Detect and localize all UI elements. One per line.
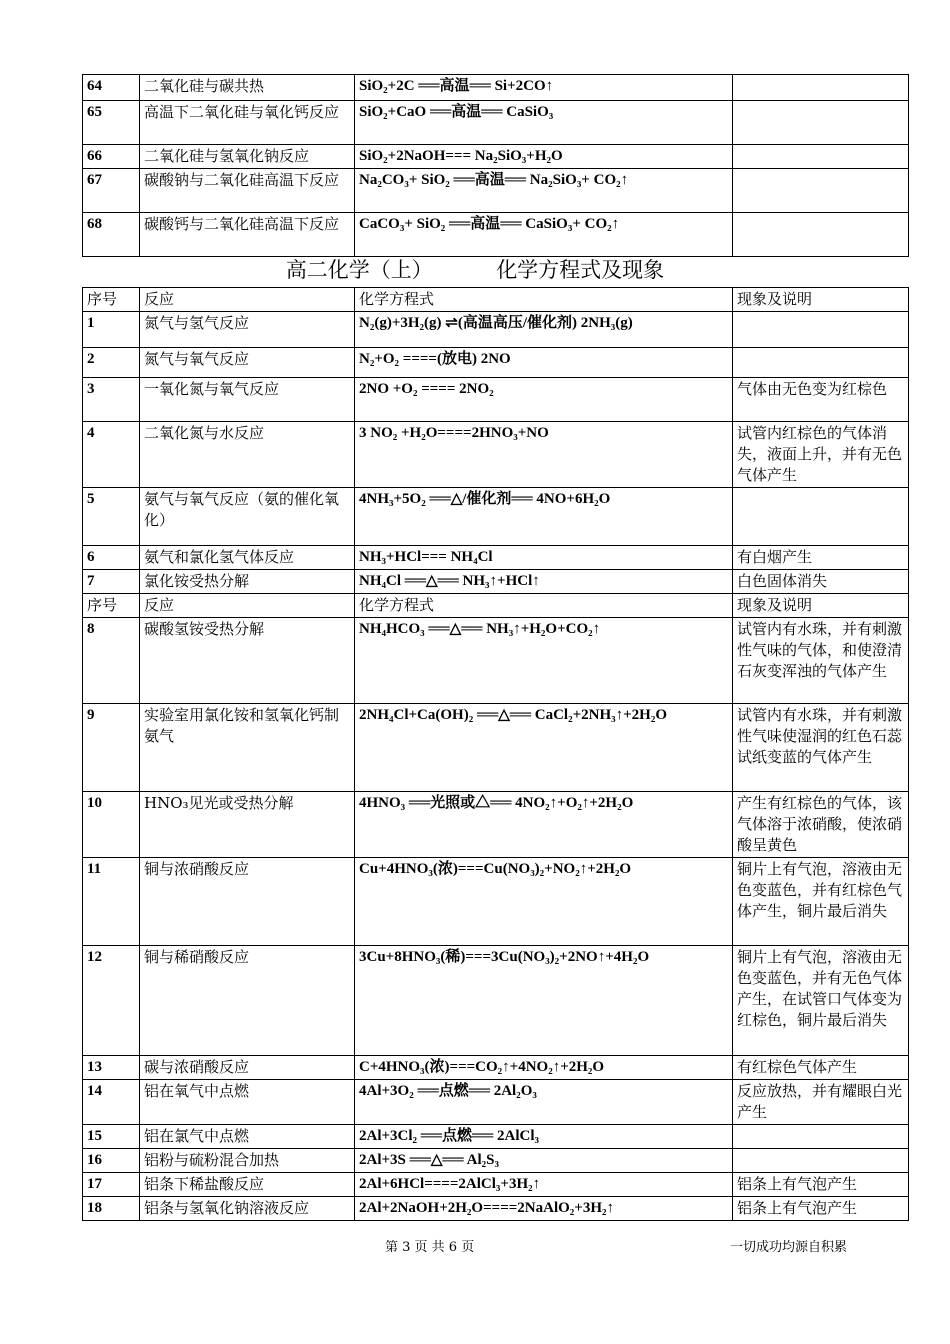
chemical-equation: NH₄HCO₃ ══△══ NH₃↑+H₂O+CO₂↑ [355,618,733,704]
chemical-equation: 3 NO₂ +H₂O====2HNO₃+NO [355,422,733,488]
table-row [83,792,909,858]
header-reaction: 反应 [140,288,355,312]
row-number: 9 [83,704,140,792]
table-row [83,704,909,792]
row-number: 14 [83,1080,140,1125]
table-row [83,378,909,422]
chemical-equation: SiO₂+2C ══高温══ Si+2CO↑ [355,75,733,101]
row-number: 67 [83,169,140,213]
reaction-name: 氮气与氢气反应 [140,312,355,348]
nitrogen-aluminum-reactions-table [82,287,909,1221]
phenomenon-description: 铜片上有气泡，溶液由无色变蓝色，并有无色气体产生，在试管口气体变为红棕色，铜片最后消失 [733,946,909,1056]
row-number: 6 [83,546,140,570]
phenomenon-description: 气体由无色变为红棕色 [733,378,909,422]
reaction-name: 碳酸钠与二氧化硅高温下反应 [140,169,355,213]
phenomenon-description [733,145,909,169]
table-row [83,1056,909,1080]
table-row [83,618,909,704]
table-row [83,348,909,378]
phenomenon-description: 铝条上有气泡产生 [733,1173,909,1197]
chemical-equation: 2NH₄Cl+Ca(OH)₂ ══△══ CaCl₂+2NH₃↑+2H₂O [355,704,733,792]
table-header-row [83,594,909,618]
phenomenon-description: 产生有红棕色的气体，该气体溶于浓硝酸，使浓硝酸呈黄色 [733,792,909,858]
row-number: 18 [83,1197,140,1221]
table-row [83,145,909,169]
phenomenon-description: 铝条上有气泡产生 [733,1197,909,1221]
reaction-name: 氨气与氧气反应（氨的催化氧化） [140,488,355,546]
chemical-equation: 4NH₃+5O₂ ══△/催化剂══ 4NO+6H₂O [355,488,733,546]
reaction-name: 高温下二氧化硅与氧化钙反应 [140,101,355,145]
table-row [83,946,909,1056]
reaction-name: 氨气和氯化氢气体反应 [140,546,355,570]
row-number: 11 [83,858,140,946]
reaction-name: 一氧化氮与氧气反应 [140,378,355,422]
chemical-equation: NH₄Cl ══△══ NH₃↑+HCl↑ [355,570,733,594]
row-number: 16 [83,1149,140,1173]
phenomenon-description: 试管内有水珠，并有刺激性气味使湿润的红色石蕊试纸变蓝的气体产生 [733,704,909,792]
row-number: 65 [83,101,140,145]
phenomenon-description [733,213,909,257]
phenomenon-description: 试管内有水珠，并有刺激性气味的气体，和使澄清石灰变浑浊的气体产生 [733,618,909,704]
table-row [83,101,909,145]
row-number: 17 [83,1173,140,1197]
phenomenon-description: 有白烟产生 [733,546,909,570]
title-right: 化学方程式及现象 [496,258,665,282]
row-number: 13 [83,1056,140,1080]
reaction-name: 碳与浓硝酸反应 [140,1056,355,1080]
chemical-equation: 2Al+3S ══△══ Al₂S₃ [355,1149,733,1173]
reaction-name: 铝条与氢氧化钠溶液反应 [140,1197,355,1221]
page-number: 第 3 页 共 6 页 [385,1240,475,1255]
row-number: 66 [83,145,140,169]
title-left: 高二化学（上） [285,258,433,282]
table-row [83,488,909,546]
phenomenon-description: 试管内红棕色的气体消失，液面上升，并有无色气体产生 [733,422,909,488]
reaction-name: 铜与稀硝酸反应 [140,946,355,1056]
chemical-equation: 4Al+3O₂ ══点燃══ 2Al₂O₃ [355,1080,733,1125]
table-row [83,169,909,213]
phenomenon-description [733,75,909,101]
chemical-equation: CaCO₃+ SiO₂ ══高温══ CaSiO₃+ CO₂↑ [355,213,733,257]
phenomenon-description: 铜片上有气泡，溶液由无色变蓝色，并有红棕色气体产生，铜片最后消失 [733,858,909,946]
row-number: 2 [83,348,140,378]
row-number: 5 [83,488,140,546]
reaction-name: 碳酸钙与二氧化硅高温下反应 [140,213,355,257]
chemical-equation: 2Al+3Cl₂ ══点燃══ 2AlCl₃ [355,1125,733,1149]
chemical-equation: Cu+4HNO₃(浓)===Cu(NO₃)₂+NO₂↑+2H₂O [355,858,733,946]
table-row [83,546,909,570]
reaction-name: 铜与浓硝酸反应 [140,858,355,946]
phenomenon-description [733,169,909,213]
phenomenon-description: 反应放热，并有耀眼白光产生 [733,1080,909,1125]
header-number: 序号 [83,594,140,618]
phenomenon-description [733,101,909,145]
header-reaction: 反应 [140,594,355,618]
table-row [83,570,909,594]
chemical-equation: N₂+O₂ ====(放电) 2NO [355,348,733,378]
reaction-name: 氯化铵受热分解 [140,570,355,594]
row-number: 64 [83,75,140,101]
chemical-equation: 2Al+6HCl====2AlCl₃+3H₂↑ [355,1173,733,1197]
chemical-equation: C+4HNO₃(浓)===CO₂↑+4NO₂↑+2H₂O [355,1056,733,1080]
reaction-name: 铝粉与硫粉混合加热 [140,1149,355,1173]
table-row [83,75,909,101]
table-header-row [83,288,909,312]
reaction-name: 铝在氧气中点燃 [140,1080,355,1125]
table-row [83,1149,909,1173]
phenomenon-description [733,1125,909,1149]
reaction-name: 二氧化硅与氢氧化钠反应 [140,145,355,169]
reaction-name: 二氧化硅与碳共热 [140,75,355,101]
chemical-equation: 2Al+2NaOH+2H₂O====2NaAlO₂+3H₂↑ [355,1197,733,1221]
row-number: 10 [83,792,140,858]
section-title [0,254,950,284]
row-number: 1 [83,312,140,348]
phenomenon-description: 有红棕色气体产生 [733,1056,909,1080]
reaction-name: 铝条下稀盐酸反应 [140,1173,355,1197]
chemical-equation: Na₂CO₃+ SiO₂ ══高温══ Na₂SiO₃+ CO₂↑ [355,169,733,213]
header-equation: 化学方程式 [355,594,733,618]
phenomenon-description [733,488,909,546]
phenomenon-description [733,312,909,348]
phenomenon-description [733,348,909,378]
phenomenon-description: 白色固体消失 [733,570,909,594]
row-number: 8 [83,618,140,704]
row-number: 4 [83,422,140,488]
header-number: 序号 [83,288,140,312]
row-number: 68 [83,213,140,257]
reaction-name: HNO₃见光或受热分解 [140,792,355,858]
row-number: 15 [83,1125,140,1149]
silicon-reactions-table [82,74,909,257]
table-row [83,1173,909,1197]
header-phenomenon: 现象及说明 [733,288,909,312]
table-row [83,213,909,257]
chemical-equation: NH₃+HCl=== NH₄Cl [355,546,733,570]
table-row [83,422,909,488]
table-row [83,312,909,348]
chemical-equation: N₂(g)+3H₂(g) ⇌(高温高压/催化剂) 2NH₃(g) [355,312,733,348]
row-number: 7 [83,570,140,594]
reaction-name: 碳酸氢铵受热分解 [140,618,355,704]
chemical-equation: SiO₂+CaO ══高温══ CaSiO₃ [355,101,733,145]
chemical-equation: 4HNO₃ ══光照或△══ 4NO₂↑+O₂↑+2H₂O [355,792,733,858]
header-equation: 化学方程式 [355,288,733,312]
reaction-name: 二氧化氮与水反应 [140,422,355,488]
chemical-equation: 3Cu+8HNO₃(稀)===3Cu(NO₃)₂+2NO↑+4H₂O [355,946,733,1056]
reaction-name: 实验室用氯化铵和氢氧化钙制氨气 [140,704,355,792]
phenomenon-description [733,1149,909,1173]
header-phenomenon: 现象及说明 [733,594,909,618]
table-row [83,1197,909,1221]
chemical-equation: SiO₂+2NaOH=== Na₂SiO₃+H₂O [355,145,733,169]
row-number: 12 [83,946,140,1056]
table-row [83,858,909,946]
footer-motto: 一切成功均源自积累 [730,1240,848,1255]
chemical-equation: 2NO +O₂ ==== 2NO₂ [355,378,733,422]
table-row [83,1125,909,1149]
table-row [83,1080,909,1125]
reaction-name: 铝在氯气中点燃 [140,1125,355,1149]
reaction-name: 氮气与氧气反应 [140,348,355,378]
row-number: 3 [83,378,140,422]
